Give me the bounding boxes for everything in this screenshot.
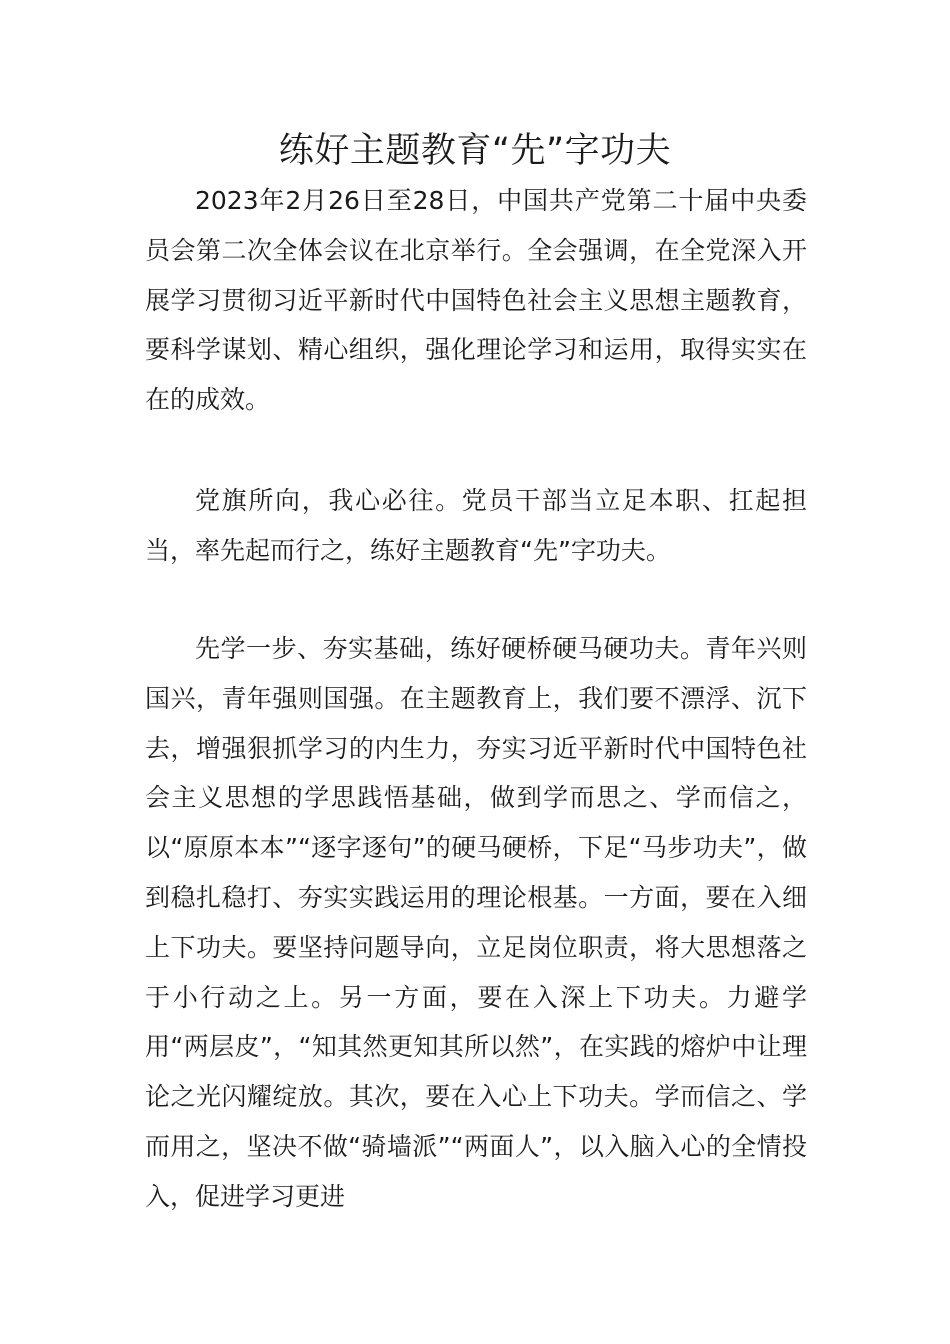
paragraph-1: 2023年2月26日至28日，中国共产党第二十届中央委员会第二次全体会议在北京举行。全会强调，在全党深入开展学习贯彻习近平新时代中国特色社会主义思想主题教育，要科学谋划、精心组织，强化理论学习和运用，取得实实在在的成效。	[145, 186, 807, 415]
document-title: 练好主题教育“先”字功夫	[278, 131, 672, 171]
paragraph-2: 党旗所向，我心必往。党员干部当立足本职、扛起担当，率先起而行之，练好主题教育“先”字功夫。	[145, 486, 807, 565]
paragraph-3: 先学一步、夯实基础，练好硬桥硬马硬功夫。青年兴则国兴，青年强则国强。在主题教育上，我们要不漂浮、沉下去，增强狠抓学习的内生力，夯实习近平新时代中国特色社会主义思想的学思践悟基础，做到学而思之、学而信之，以“原原本本”“逐字逐句”的硬马硬桥，下足“马步功夫”，做到稳扎稳打、夯实实践运用的理论根基。一方面，要在入细上下功夫。要坚持问题导向，立足岗位职责，将大思想落之于小行动之上。另一方面，要在入深上下功夫。力避学用“两层皮”，“知其然更知其所以然”，在实践的熔炉中让理论之光闪耀绽放。其次，要在入心上下功夫。学而信之、学而用之，坚决不做“骑墙派”“两面人”，以入脑入心的全情投入，促进学习更进	[145, 634, 807, 1211]
